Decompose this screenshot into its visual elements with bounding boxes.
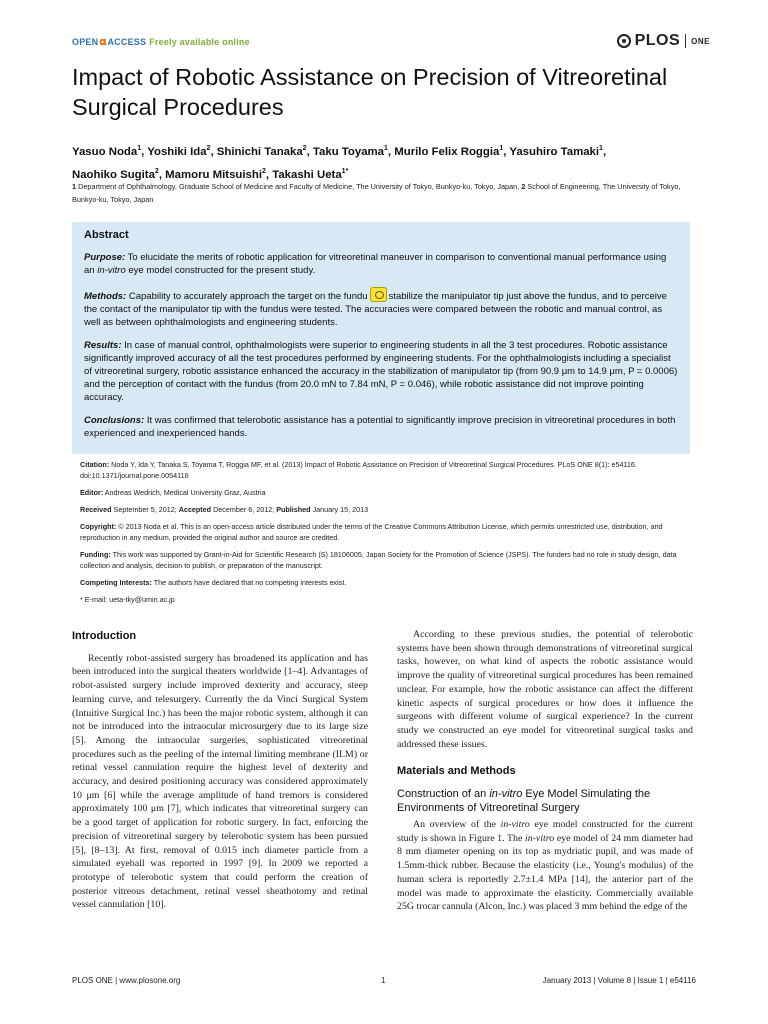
affiliations: 1 Department of Ophthalmology, Graduate School of Medicine and Faculty of Medicine, The University of Tokyo, Bunkyo-ku, Tokyo, Japan, 2 School of Engineering, The University of Tokyo, Bunkyo-ku, Tokyo, Japan [72,182,681,204]
author: Yasuo Noda$^1$, [72,145,148,158]
plos-one-logo [617,32,710,50]
methods-subheading: Construction of an in-vitro Eye Model Simulating the Environments of Vitreoretinal Surgery [397,788,651,815]
open-lock-icon: 𝛂 [99,36,107,48]
footer-journal: PLOS ONE | www.plosone.org [72,976,181,985]
right-column [397,628,693,914]
footer-issue: January 2013 | Volume 8 | Issue 1 | e54116 [542,976,696,985]
author-list [72,139,702,185]
introduction-heading: Introduction [72,630,137,642]
citation: Citation: Noda Y, Ida Y, Tanaka S, Toyama T, Roggia MF, et al. (2013) Impact of Robotic Assistance on Precision of Vitreoretinal Surgical Procedures. PLoS ONE 8(1): e54116. doi:10.1371/journal.pone.0054116 [80,460,637,480]
author: Murilo Felix Roggia$^1$, [394,145,510,158]
access-label: ACCESS [107,37,147,47]
abstract-purpose: Purpose: To elucidate the merits of robotic application for vitreoretinal maneuver in comparison to conventional manual performance using an in-vitro eye model constructed for the present study. [84,252,667,276]
abstract-results: Results: In case of manual control, ophthalmologists were superior to engineering students in all the 3 test procedures. Robotic assistance significantly improved accuracy of all the test procedures performed by engineering students. For the ophthalmologists including a specialist of vitreoretinal surgery, robotic assistance enhanced the accuracy in the stabilization of manipulator tip (from 90.9 μm to 14.9 μm, P = 0.0006) and the perception of contact with the fundus (from 20.0 mN to 7.84 mN, P = 0.046), while robotic assistance did not improve pointing accuracy. [84,340,678,403]
author: Yasuhiro Tamaki$^1$, [509,145,607,158]
author: Mamoru Mitsuishi$^2$, [165,167,273,181]
competing-interests: Competing Interests: The authors have declared that no competing interests exist. [80,578,347,587]
email: * E-mail: ueta-tky@umin.ac.jp [80,595,175,604]
abstract-box [72,222,690,454]
abstract-heading: Abstract [84,229,129,241]
left-column [72,630,368,912]
logo-divider [685,34,686,48]
journal-header [60,30,710,56]
copyright: Copyright: © 2013 Noda et al. This is an open-access article distributed under the terms of the Creative Commons Attribution License, which permits unrestricted use, distribution, and reproduction in any medium, provided the original author and source are credited. [80,522,663,542]
plos-logo-icon [617,34,631,48]
article-metadata [80,459,680,611]
intro-paragraph-1: Recently robot-assisted surgery has broadened its application and has been introduced into the surgical theaters worldwide [1–4]. Advantages of robot-assisted surgery include improved dexterity and accuracy, steep learning curve, and telesurgery. Currently the da Vinci Surgical System (Intuitive Surgical Inc.) has been the major robotic system, although it can not be introduced into the intraocular microsurgery due to its large size [5]. Among the intraocular surgeries, sophisticated vitreoretinal procedures such as the peeling of the internal limiting membrane (ILM) or retinal vessel cannulation require the highest level of dexterity and accuracy, and desired positioning accuracy was considered approximately 10 μm [6] while the average amplitude of hand tremors is considered approximately 100 μm [7], which indicates that vitreoretinal surgery can be a good target of application for robotic surgery. In fact, enforcing the precision of vitreoretinal surgery by telerobotic system has been pursued [5], [8–13]. At first, removal of 0.015 inch diameter particle from a simulated eyeball was reported in 1997 [9]. In 2009 we reported a prototype of telerobotic system that could perform the creation of posterior vitreous detachment, retinal vessel sheathotomy and retinal vessel cannulation [10]. [72,652,368,911]
article-title: Impact of Robotic Assistance on Precision of Vitreoretinal Surgical Procedures [72,64,668,120]
author: Takashi Ueta$^{1*}$ [272,167,349,181]
author: Shinichi Tanaka$^2$, [216,145,313,158]
methods-paragraph: An overview of the in-vitro eye model constructed for the current study is shown in Figure 1. The in-vitro eye model of 24 mm diameter had 8 mm diameter opening on its top as mydriatic pupil, and was made of 1.5mm-thick rubber. Because the elasticity (i.e., Young's modulus) of the human sclera is reportedly 2.7±1.4 MPa [14], the anterior part of the model was made to approximate the elasticity. Commercially available 25G trocar cannula (Alcon, Inc.) was placed 3 mm behind the edge of the [397,819,693,913]
methods-heading: Materials and Methods [397,765,516,778]
intro-paragraph-2: According to these previous studies, the potential of telerobotic systems have been shown through demonstrations of vitreoretinal surgical tasks, however, on what kind of aspects the robotic assistance would improve the quality of vitreoretinal surgical procedures has been remained unclear. For example, how the robotic assistance can affect the different kinetic aspects of surgical procedures or how does it influence the surgeons with different volume of surgical experience? In the current study we constructed an eye model for vitreoretinal surgical tasks and addressed these issues. [397,629,693,750]
author: Taku Toyama$^1$, [312,145,395,158]
free-label: Freely available online [149,37,250,47]
abstract-methods: Methods: Capability to accurately approach the target on the fundu stabilize the manipulator tip just above the fundus, and to perceive the contact of the manipulator tip with the fundus were tested. The accuracies were compared between the robotic and manual control, as well as between ophthalmologists and engineering students. [84,287,678,329]
abstract-conclusions: Conclusions: It was confirmed that telerobotic assistance has a potential to significantly improve precision in vitreoretinal procedures in both experienced and inexperienced hands. [84,415,676,439]
page-number: 1 [381,976,386,985]
editor: Editor: Andreas Wedrich, Medical University Graz, Austria [80,488,266,497]
author: Naohiko Sugita$^2$, [72,167,166,181]
open-access-banner [72,36,250,49]
author: Yoshiki Ida$^2$, [147,145,217,158]
plos-brand: PLOS [634,32,681,49]
comment-icon[interactable] [370,287,387,302]
dates: Received September 5, 2012; Accepted December 6, 2012; Published January 15, 2013 [80,505,369,514]
funding: Funding: This work was supported by Grant-in-Aid for Scientific Research (S) 18106005, Japan Society for the Promotion of Science (JSPS). The funders had no role in study design, data collection and analysis, decision to publish, or preparation of the manuscript. [80,550,677,570]
open-label: OPEN [72,37,99,47]
plos-brand-sub: ONE [691,36,710,46]
